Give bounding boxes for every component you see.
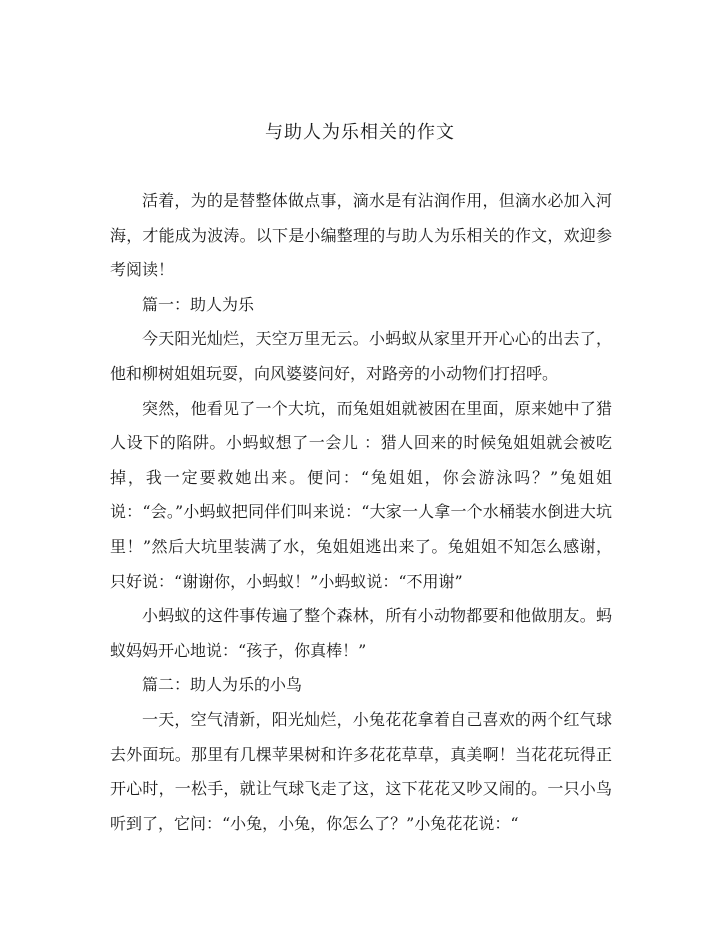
document-body [110, 184, 612, 841]
intro-paragraph: 活着，为的是替整体做点事，滴水是有沾润作用，但滴水必加入河海，才能成为波涛。以下是小编整理的与助人为乐相关的作文，欢迎参考阅读！ [110, 191, 612, 280]
paragraph: 小蚂蚁的这件事传遍了整个森林，所有小动物都要和他做朋友。蚂蚁妈妈开心地说：“孩子，你真棒！” [110, 606, 612, 660]
section-heading-2: 篇二：助人为乐的小鸟 [142, 675, 303, 695]
paragraph: 一天，空气清新，阳光灿烂，小兔花花拿着自己喜欢的两个红气球去外面玩。那里有几棵苹果树和许多花花草草，真美啊！当花花玩得正开心时，一松手，就让气球飞走了这，这下花花又吵又闹的。一只小鸟听到了，它问：“小兔，小兔，你怎么了？”小兔花花说：“ [110, 709, 612, 833]
section-heading-1: 篇一：助人为乐 [142, 294, 255, 314]
paragraph: 突然，他看见了一个大坑，而兔姐姐就被困在里面，原来她中了猎人设下的陷阱。小蚂蚁想了一会儿 ：猎人回来的时候兔姐姐就会被吃掉，我一定要救她出来。便问：“兔姐姐，你会游泳吗？”兔姐姐说：“会。”小蚂蚁把同伴们叫来说：“大家一人拿一个水桶装水倒进大坑里！”然后大坑里装满了水，兔姐姐逃出来了。兔姐姐不知怎么感谢，只好说：“谢谢你，小蚂蚁！”小蚂蚁说：“不用谢” [110, 398, 612, 591]
document-title: 与助人为乐相关的作文 [265, 122, 455, 143]
paragraph: 今天阳光灿烂，天空万里无云。小蚂蚁从家里开开心心的出去了，他和柳树姐姐玩耍，向风婆婆问好，对路旁的小动物们打招呼。 [110, 329, 612, 383]
